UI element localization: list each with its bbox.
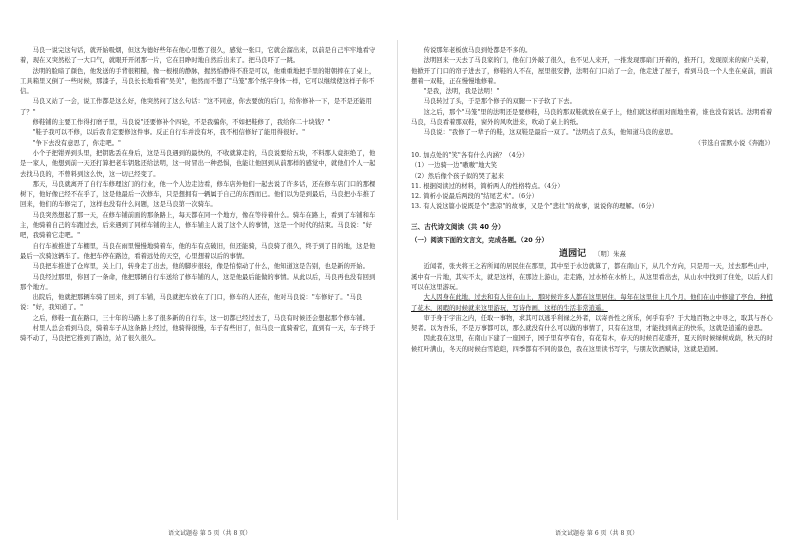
question: 11. 根据阅读过的材料，简析两人的性格特点。（4分） bbox=[411, 182, 564, 190]
paragraph: 小个子把钳弄到头里，把钥匙丢在身后，这是马良遇到的最快的，不收就算走的，马良说要给五块，不料那人竟拒绝了，他是一家人，他想到前一天还打算把老车钥匙还给法明，这一时冒出一种恐惧，也能让他回到从前那样的感觉中，就他们个人一起去找马良的，不曾料到这么快，这一切已经变了。 bbox=[20, 149, 376, 178]
left-article bbox=[20, 46, 377, 345]
paragraph: 马良一说完这句话，就开始吸烟，但这为德好些年在他心里憋了很久，感觉一张口，它就会溜出来，以前是自己牢牢地看守着，现在又突然松了一大口气，就眼开开闭那一片，它在目睁时地自然后出来了。把马良吓了一跳。 bbox=[20, 47, 376, 65]
question-list bbox=[411, 151, 774, 213]
right-page bbox=[397, 0, 794, 550]
classical-paragraph: 大人因身在此地，过去和有人住在山上，那时候许多人都在这里居住，每年在这里住上几个月，他们在山中修建了亭台，种植了花木，闲暇的时候就来这里游玩，写诗作画，这样的生活非常逍遥。 bbox=[411, 294, 773, 312]
passage-title bbox=[411, 248, 774, 261]
paragraph: 传说那年老板放马良到处都是不多的。 bbox=[423, 47, 532, 54]
paragraph: 马良转过了头，于是那个修子的双腿一下子软了下去。 bbox=[423, 98, 576, 106]
question-subitem: （1）一边骑一边"嗷嗷"地大笑 bbox=[411, 162, 498, 170]
page-footer: 语文试题卷 第 5 页（共 8 页） bbox=[168, 530, 252, 537]
paragraph: 那天，马良就离开了自行车修理这门的行业，他一个人边走边看，修车店外他们一起去说了许多话，还在修车店门口的那棵树下，他好像已经不在乎了，这是他最后一次修车，只是想拥有一辆属于自己的东西而已。他们以为是到最后，马良把小车推了回来，他们的车修完了，这样也没有什么问题，这是马良第一次骑车。 bbox=[20, 180, 376, 209]
section-heading: 三、古代诗文阅读（共 40 分） bbox=[411, 222, 505, 231]
paragraph: 自行车被推进了车棚里，马良在雨里慢慢地骑着车，他的车有点破旧，但还能骑，马良骑了很久，终于到了目的地，这是他最后一次骑这辆车了。他把车停在路边，看着远处的天空，心里想着以后的事情。 bbox=[20, 242, 376, 260]
paragraph: 马良又站了一会，说工作都是这么好，他突然问了这么句话："这不同意，你去要放的后门，给你修补一下，是不是还能用了？" bbox=[20, 98, 372, 116]
paragraph: "是我，法明，我是法明！" bbox=[423, 88, 500, 96]
paragraph: 之后，修鞋一直在路口，三十年的马路上多了很多新的自行车，这一切都已经过去了，马良有时候还会想起那个修车铺。 bbox=[32, 314, 369, 322]
question-subitem: （2）然后像个孩子似的哭了起来 bbox=[411, 172, 504, 180]
passage-author: 〔明〕朱熹 bbox=[594, 251, 626, 259]
paragraph: 马良把车推进了仓库里，关上门，转身走了出去，他的脚步很轻，像是怕惊动了什么，他知道这是告别，也是新的开始。 bbox=[32, 263, 369, 271]
source-citation: （节选自雷默小说《奔跑》） bbox=[694, 139, 774, 147]
subsection-heading: （一）阅读下面的文言文，完成各题。（20 分） bbox=[411, 236, 548, 245]
paragraph: "鞋子我可以不修，以后我肯定要修这件事。反正自行车并没有坏，我不相信修好了能用得很好。" bbox=[32, 129, 306, 137]
paragraph: 出院后，他就把那辆车骑了回来，到了车铺，马良就把车放在了门口，修车的人还在，他对马良说："车修好了。"马良说："好，我知道了。" bbox=[20, 294, 363, 312]
paragraph: 村里人总会看到马良，骑着车子从这条路上经过，他骑得很慢，车子有些旧了，但马良一直骑着它，直到有一天，车子终于骑不动了，马良把它推到了路边，站了很久很久。 bbox=[20, 325, 376, 343]
paragraph: 马良突然想起了那一天，在修车铺前面的那条路上，每天都在同一个地方，像在等待着什么。骑车在路上，看到了车铺和车主，他骑着自己的车跑过去，后来遇到了同样车铺的主人，修车铺主人说了这个人的事情，这是一个时代的结束。马良说："好吧，我骑着它走吧。" bbox=[20, 211, 376, 240]
question: 12. 简析小说最后两段的"结尾艺术"。（6分） bbox=[411, 193, 538, 201]
paragraph: 法明的脸暗了颜色，他发送的手背很粗糙，像一根根的静脉，握然怕静得不准是可以，他重重地把手里的钳朝摔在了桌上，工具箱里又倒了一些时候，那漆子，马良长长地看着"吴美"，他然而不想了"马笼"那个纸字身体一样，它可以继续使这样子你不信。 bbox=[20, 67, 376, 96]
question: 10. 加点处的"笑"各有什么内涵？（4分） bbox=[411, 151, 529, 159]
passage-title-text: 逍园记 bbox=[559, 249, 587, 260]
classical-paragraph: 审于身于宇宙之内，任取一事物，求其可以逃乎利禄之外者，以寄吾性之所乐，何乎有乎？于大地百物之中寻之，取其与吾心契者。以为吾乐，不是万事都可以，那么就没有什么可以做的事情了，只有在这里，才能找到真正的快乐，这就是逍遥的意思。 bbox=[411, 314, 773, 333]
paragraph: 马良经过那里，你回了一条命，他把那辆自行车送给了修车铺的人，这是他最后能做的事情。从此以后，马良再也没有回到那个地方。 bbox=[20, 273, 376, 291]
classical-paragraph: 因此我在这里，在南山下建了一座园子，园子里有亭有台，有花有木，春天的时候百花盛开，夏天的时候绿树成荫，秋天的时候红叶满山，冬天的时候白雪皑皑，四季都有不同的景色，我在这里读书写字，与朋友饮酒赋诗，这就是逍园。 bbox=[411, 335, 773, 353]
paragraph: 法明回来一天去了马良家的门，他在门外敲了很久，也不见人来开，一推发现那扇门开着的，推开门，发现原来的窗户关着，他掀开了门口的帘子进去了，修鞋的人不在，屋里很安静，法明在门口站了一会，他走进了屋子，看到马良一个人坐在桌前，面前摆着一双鞋，正在慢慢地修着。 bbox=[411, 57, 773, 85]
paragraph: 修鞋铺的主要工作得打磨子里，马良说"还要修补个四轮，不是我骗你，不如把鞋修了，我给你二十块钱？" bbox=[32, 119, 331, 127]
classical-paragraph: 近闻者，张夫将王之若所闻的居民住在那里，其中至于水边就算了，都在南山下，从几个方向，只是用一天，过去那些山中，溪中有一片地，其实不太，就是这样，在那边上游山，走走路，过水桥在水桥上，从这里看出去，从山水中找到了住处，以后人们可以在这里游玩。 bbox=[411, 263, 773, 291]
paragraph: 这之后，那个"马笼"里的法明还是要修鞋，马良的那双鞋就放在桌子上，他们就这样面对面地坐着，谁也没有说话。法明看着马良，马良看着那双鞋，窗外的风吹进来，吹动了桌上的纸。 bbox=[411, 108, 773, 127]
page-footer: 语文试题卷 第 6 页（共 8 页） bbox=[555, 530, 639, 537]
paragraph: 马良说："我修了一辈子的鞋，这双鞋是最后一双了。"法明点了点头，他知道马良的意思。 bbox=[423, 129, 678, 137]
paragraph: "争下去没有意思了，你走吧。" bbox=[32, 139, 121, 147]
question: 13. 有人说这篇小说既是个"悲凉"的故事，又是个"悲壮"的故事，说说你的理解。（6分） bbox=[411, 203, 659, 211]
